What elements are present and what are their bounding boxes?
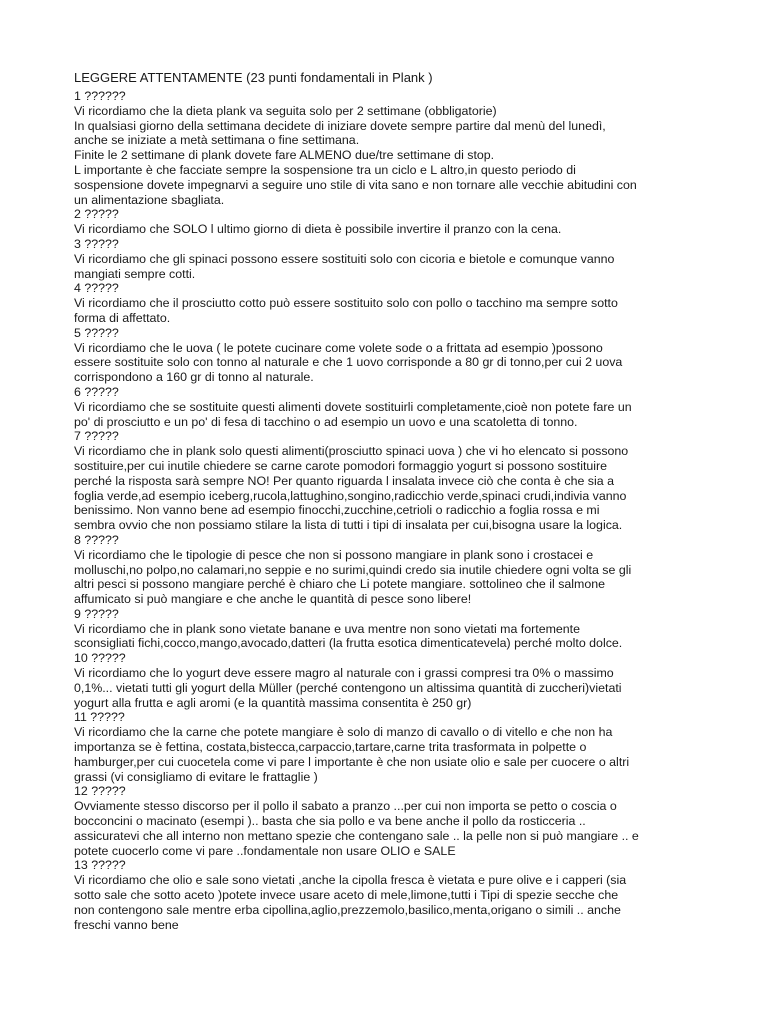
point-text-line: Vi ricordiamo che il prosciutto cotto può essere sostituito solo con pollo o tacchino ma sempre sotto [74,296,618,311]
point-text-line: Vi ricordiamo che le uova ( le potete cucinare come volete sode o a frittata ad esempio )possono [74,340,603,355]
point-text-line: yogurt alla frutta e agli aromi (e la quantità massima consentita è 250 gr) [74,695,472,710]
point-text-line: importanza se è fettina, costata,bistecca,carpaccio,tartare,carne trita trasformata in polpette o [74,740,587,755]
point-text-line: Vi ricordiamo che la carne che potete mangiare è solo di manzo di cavallo o di vitello e che non ha [74,725,613,740]
point-text-line: bocconcini o macinato (esempi ).. basta che sia pollo e va bene anche il pollo da rosticceria .. [74,814,586,829]
point-text-line: sconsigliati fichi,cocco,mango,avocado,datteri (la frutta esotica dimenticatevela) perché molto dolce. [74,636,623,651]
point-text-line: 0,1%... vietati tutti gli yogurt della Müller (perché contengono un altissima quantità di zuccheri)vietati [74,680,622,695]
point-text-line: perché la risposta sarà sempre NO! Per quanto riguarda l insalata invece ciò che conta è che sia a [74,473,614,488]
point-text-line: Vi ricordiamo che le tipologie di pesce che non si possono mangiare in plank sono i crostacei e [74,547,594,562]
point-text-line: Vi ricordiamo che SOLO l ultimo giorno di dieta è possibile invertire il pranzo con la cena. [74,222,562,237]
point-number: 3 ????? [74,236,119,251]
point-number: 8 ????? [74,532,119,547]
point-number: 9 ????? [74,606,119,621]
point-item [74,237,704,281]
point-number: 11 ????? [74,710,125,725]
point-text-line: benissimo. Non vanno bene ad esempio finocchi,zucchine,cetrioli o radicchio a foglia rossa e mi [74,503,600,518]
point-text-line: Vi ricordiamo che lo yogurt deve essere magro al naturale con i grassi compresi tra 0% o massimo [74,666,614,681]
point-number: 13 ????? [74,858,126,873]
point-text-line: freschi vanno bene [74,917,179,932]
point-text-line: Vi ricordiamo che se sostituite questi alimenti dovete sostituirli completamente,cioè non potete fare un [74,399,632,414]
point-text-line: corrispondono a 160 gr di tonno al naturale. [74,370,314,385]
point-number: 6 ????? [74,384,119,399]
point-text-line: Vi ricordiamo che in plank solo questi alimenti(prosciutto spinaci uova ) che vi ho elencato si possono [74,444,629,459]
point-text-line: Vi ricordiamo che in plank sono vietate banane e uva mentre non sono vietati ma fortemente [74,621,581,636]
point-text-line: Finite le 2 settimane di plank dovete fare ALMENO due/tre settimane di stop. [74,148,495,163]
point-number: 5 ????? [74,325,119,340]
point-item [74,607,704,651]
point-number: 1 ?????? [74,89,126,103]
point-item [74,89,704,207]
point-text-line: sospensione dovete impegnarvi a seguire uno stile di vita sano e non tornare alle vecchie abitudini con [74,177,637,192]
point-item [74,533,704,607]
point-text-line: non contengono sale mentre erba cipollina,aglio,prezzemolo,basilico,menta,origano o simili .. anche [74,902,621,917]
point-text-line: Vi ricordiamo che olio e sale sono vietati ,anche la cipolla fresca è vietata e pure olive e i capperi (sia [74,873,627,888]
point-text-line: L importante è che facciate sempre la sospensione tra un ciclo e L altro,in questo periodo di [74,162,576,177]
point-text-line: sembra ovvio che non possiamo stilare la lista di tutti i tipi di insalata per cui,bisogna usare la logica. [74,518,623,533]
point-number: 4 ????? [74,281,119,296]
point-text-line: affumicato si può mangiare e che anche le quantità di pesce sono libere! [74,592,472,607]
point-text-line: sostituire,per cui inutile chiedere se carne carote pomodori formaggio yogurt si possono sostituire [74,458,608,473]
point-text-line: potete cuocerlo come vi pare ..fondamentale non usare OLIO e SALE [74,843,456,858]
point-item [74,207,704,237]
point-text-line: In qualsiasi giorno della settimana decidete di iniziare dovete sempre partire dal menù del lunedì, [74,118,606,133]
point-text-line: sotto sale che sotto aceto )potete invece usare aceto di mele,limone,tutti i Tipi di spezie secche che [74,888,619,903]
point-item [74,710,704,784]
point-item [74,281,704,325]
point-text-line: mangiati sempre cotti. [74,266,196,281]
point-text-line: foglia verde,ad esempio iceberg,rucola,lattughino,songino,radicchio verde,spinaci crudi,indivia vanno [74,488,627,503]
point-text-line: grassi (vi consigliamo di evitare le frattaglie ) [74,769,318,784]
point-text-line: un alimentazione sbagliata. [74,192,225,207]
point-item [74,326,704,385]
point-item [74,651,704,710]
point-item [74,385,704,429]
point-text-line: altri pesci si possono mangiare perché è chiaro che Li potete mangiare. sottolineo che il salmone [74,577,606,592]
point-text-line: essere sostituite solo con tonno al naturale e che 1 uovo corrisponde a 80 gr di tonno,per cui 2 uova [74,355,623,370]
point-number: 12 ????? [74,784,126,799]
point-text-line: anche se iniziate a metà settimana o fine settimana. [74,133,360,148]
document-title: LEGGERE ATTENTAMENTE (23 punti fondamentali in Plank ) [74,70,433,85]
point-text-line: assicuratevi che all interno non mettano spezie che contengano sale .. la pelle non si può mangiare .. e [74,828,639,843]
point-text-line: po' di prosciutto e un po' di fesa di tacchino o ad esempio un uovo e una scatoletta di tonno. [74,414,578,429]
point-item [74,858,704,932]
point-item [74,784,704,858]
point-text-line: molluschi,no polpo,no calamari,no seppie e no surimi,quindi credo sia inutile chiedere ogni volta se gli [74,562,632,577]
point-number: 10 ????? [74,651,126,666]
point-text-line: Vi ricordiamo che la dieta plank va seguita solo per 2 settimane (obbligatorie) [74,103,497,118]
point-text-line: forma di affettato. [74,310,171,325]
points-list [74,89,704,932]
point-item [74,429,704,533]
point-number: 7 ????? [74,429,119,444]
document-page [74,70,704,932]
point-text-line: Vi ricordiamo che gli spinaci possono essere sostituiti solo con cicoria e bietole e comunque vanno [74,251,615,266]
point-text-line: Ovviamente stesso discorso per il pollo il sabato a pranzo ...per cui non importa se petto o coscia o [74,799,617,814]
point-number: 2 ????? [74,207,119,222]
point-text-line: hamburger,per cui cuocetela come vi pare l importante è che non usiate olio e sale per cuocere o altri [74,754,630,769]
